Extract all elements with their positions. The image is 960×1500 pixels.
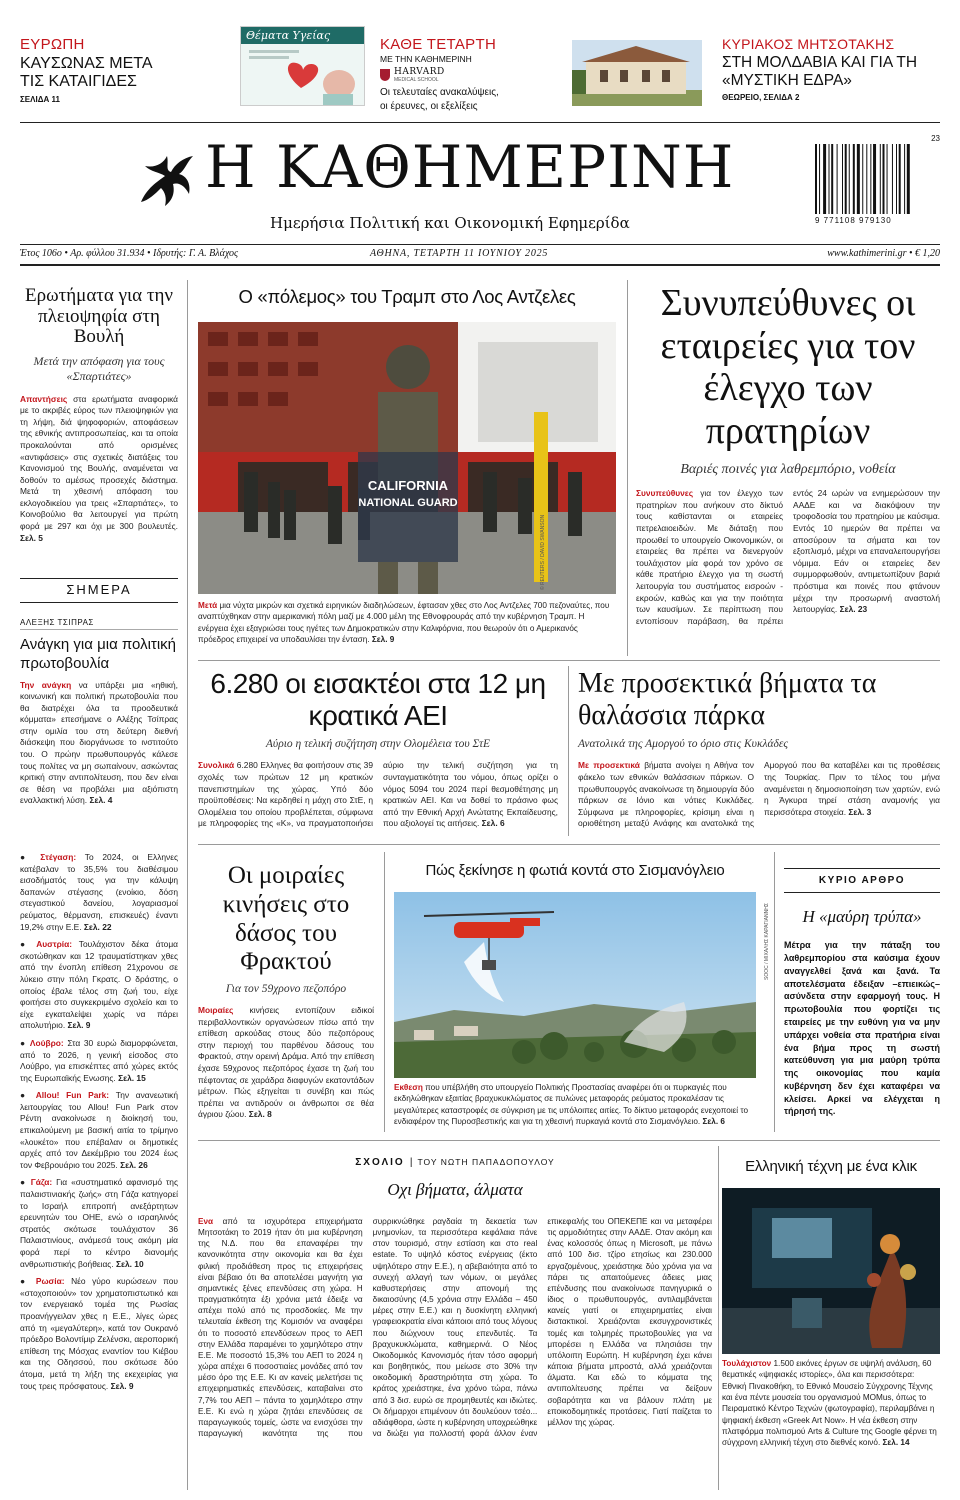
- page-ref: Σελ. 22: [83, 921, 112, 932]
- trump-story[interactable]: [198, 286, 616, 308]
- brief-heading: Αυστρία:: [36, 939, 73, 950]
- bullet-icon: ●: [20, 1276, 36, 1287]
- teaser-kicker: ΚΥΡΙΑΚΟΣ ΜΗΤΣΟΤΑΚΗΣ: [722, 36, 895, 52]
- story-text: από τα ισχυρότερα επιχειρήματα Μητσοτάκη το 2019 ήταν ότι μια κυβέρνηση της Ν.Δ. που θα επαναφέρει την κανονικότητα στην οικονομία και θα έχει φιλική προδιάθεση προς τις επιχειρήσεις είναι βέβαιο ότι θα αποτελέσει μαγνήτη για σημαντικές ξένες επενδύσεις στη χώρα. Η πραγματικότητα έξι χρόνια μετά έδειξε να απέχει πολύ από τις προσδοκίες. Με την τελευταία έκθεση της Κομισιόν να αναφέρει ότι το ποσοστό επενδύσεων προς το ΑΕΠ στην Ελλάδα παραμένει το χαμηλότερο στην Ε.Ε. Με ποσοστό 15,3% του ΑΕΠ το 2024 η χώρα απέχει 6 ποσοστιαίες μονάδες από τον μέσο όρο της Ε.Ε. Κι αν κανείς μελετήσει τις επιχειρηματικές επενδύσεις, καταβαίνει στο 7,7% του ΑΕΠ – πάντα το χαμηλότερο στην Ε.Ε. Κι ενώ η χώρα ζητάει επενδύσεις σε παραγωγικούς τομείς, ώστε να ενισχύσει την παραγωγική ικανότητα της που συρρικνώθηκε ραγδαία τη δεκαετία των μνημονίων, τα περισσότερα κεφάλαια πάνε στον τουρισμό, στην εστίαση και στο real estate. Το υψηλό κόστος ενέργειας (έκτο υψηλότερο στην Ε.Ε.), η αβεβαιότητα από το συνεχή αλλαγή των νόμων, οι μεγάλες καθυστερήσεις στην απονομή της δικαιοσύνης (4,5 χρόνια στην Ελλάδα – 450 μέρες στην Ε.Ε.) και η δυσκίνητη ελληνική γραφειοκρατία είναι κάποιοι από τους λόγους που διώχνουν τους επενδυτές. Τα βραχυκυκλώματα, καθημερινά. Ο Νέος Οικοδομικός Κανονισμός ήταν τόσο αφορμή και βοηθητικός, που μείωσε στο 30% την οικοδομική δραστηριότητα στη χώρα. Το κράτος χρειάστηκε, ένα χρόνο τώρα, πάνω από 3 δισ. ευρώ σε προμηθευτές και ιδιώτες. Οι δήμαρχοι επιμένουν ότι δουλεύουν τσέο... αδιάφθορα, ώστε η κυβέρνηση υποχρεώθηκε να διώξει για πολλοστή φορά άλλον έναν επικεφαλής του ΟΠΕΚΕΠΕ και να μεταφέρει τις αρμοδιότητες στην ΑΑΔΕ. Οταν ακόμη και ένας κολοσσός όπως η Microsoft, με πάνω από 100 δισ. τζίρο ετησίως και 230.000 εργαζομένους, χρειάστηκε δύο χρόνια για να πάρει τις απαιτούμενες άδειες μιας επένδυσης που ανακοίνωσε πανηγυρικά ο ίδιος ο πρωθυπουργός, αντιλαμβάνεται κανείς γιατί οι επιχειρηματίες είναι διστακτικοί. Χρειάζονται εκσυγχρονιστικές τομές και τολμηρές πρωτοβουλίες για να μπορέσει η Ελλάδα να πλησιάσει την υπόλοιπη Ευρώπη. Η κυβέρνηση έχει κάνει κάποια βήματα μπροστά, αλλά χρειάζονται άλματα. Και εδώ το κόμματα της αντιπολίτευσης πρέπει να δείξουν σοβαρότητα και να βάλουν πλάτη με εποικοδομητικές προτάσεις. Γιατί παίζεται το μέλλον της χώρας.: [198, 1217, 712, 1438]
- brief-text: Για «συστηματικό αφανισμό της παλαιστινιακής ζωής» στη Γάζα κατηγορεί το Ισραήλ επιτροπή ανεξάρτητων ερευνητών του ΟΗΕ, ενώ ο ισραηλινός στρατός σκότωσε τουλάχιστον 36 Παλαιστινίους, ανάμεσά τους ακόμη μία φορά περί το κέντρο διανομής ανθρωπιστικής βοήθειας.: [20, 1177, 178, 1269]
- caption-lead-word: Μετά: [198, 601, 218, 610]
- comment-author: ΤΟΥ ΝΩΤΗ ΠΑΠΑΔΟΠΟΥΛΟΥ: [417, 1157, 555, 1167]
- today-rule-bottom: [20, 602, 178, 603]
- page-ref: Σελ. 9: [110, 1380, 134, 1391]
- shield-icon: [380, 69, 390, 81]
- story-headline: Ο «πόλεμος» του Τραμπ στο Λος Αντζελες: [238, 286, 576, 307]
- masthead-title[interactable]: Η ΚΑΘΗΜΕΡΙΝΗ: [205, 133, 735, 201]
- barcode-bar: [853, 144, 855, 214]
- brief-text: Στα 30 ευρώ διαμορφώνεται, από το 2026, η γενική είσοδος στο Λούβρο, για επισκέπτες από χώρες εκτός της Ευρωπαϊκής Ενωσης.: [20, 1037, 178, 1083]
- barcode-bar: [907, 144, 910, 214]
- brief-heading: Λούβρο:: [29, 1037, 64, 1048]
- helicopter-image: [394, 892, 756, 1078]
- page-ref: Σελ. 8: [248, 1109, 272, 1120]
- comment-body: [198, 1216, 712, 1486]
- griffin-logo-icon: [135, 142, 197, 210]
- caption-lead-word: Εκθεση: [394, 1083, 423, 1092]
- story-lead-word: Μοιραίες: [198, 1005, 234, 1015]
- mid-divider: [568, 666, 569, 836]
- left-lead-story[interactable]: [20, 286, 178, 544]
- barcode-bar: [819, 144, 820, 214]
- bullet-icon: ●: [20, 1090, 36, 1101]
- story-lead-word: Με προσεκτικά: [578, 760, 640, 771]
- story-deck: Μετά την απόφαση για τους «Σπαρτιάτες»: [33, 353, 165, 383]
- caption-text: που υπέβλήθη στο υπουργείο Πολιτικής Προστασίας αναφέρει ότι οι πυρκαγιές που εκδηλώθηκαν εξαιτίας βραχυκυκλώματος σε πυλώνες μεταφοράς ρεύματος προκαλέσαν τις μεγαλύτερες καταστροφές σε σύγκριση με τις υπόλοιπες αιτίες. Το δίκτυο μεταφοράς ενεχοποιεί το ενδιαφέρον της Πυροσβεστικής και για τη χθεσινή πυρκαγιά κοντά στο Σισμανόγλειο.: [394, 1083, 749, 1126]
- photo-credit: SOOC / ΜΙΧΑΛΗΣ ΚΑΡΑΓΙΑΝΝΗΣ: [764, 903, 770, 980]
- barcode-digits: 9 771108 979130: [815, 216, 892, 225]
- bullet-icon: ●: [20, 939, 37, 950]
- barcode-bar: [837, 144, 838, 214]
- teaser-europe[interactable]: [20, 36, 200, 104]
- website-price: www.kathimerini.gr • € 1,20: [827, 248, 940, 259]
- story-lead-word: Την ανάγκη: [20, 679, 72, 690]
- brief-heading: Γάζα:: [30, 1177, 53, 1188]
- art-caption: [722, 1358, 940, 1449]
- shield-text-2: NATIONAL GUARD: [358, 497, 458, 509]
- editorial-body: Μέτρα για την πάταξη του λαθρεμπορίου στα καύσιμα έχουν αναγγελθεί ξανά και ξανά. Τα αποτελέσματα έδειξαν –επιεικώς– ασύνδετα στην εφαρμογή τους. Η πρωτοβουλία που φορτίζει τις εταιρείες με την ευθύνη για να μην υπάρχει νοθεία στα πρατήρια είναι ένα βήμα προς τη σωστή κατεύθυνση για μια μαύρη τρύπα της οικονομίας που καμία κυβέρνηση δεν έχει καταφέρει να κλείσει. Αρκεί να ελέγχεται η τήρησή της.: [784, 940, 940, 1117]
- fire-headline[interactable]: Πώς ξεκίνησε η φωτιά κοντά στο Σισμανόγλειο: [425, 862, 725, 879]
- teaser-title: ΚΑΥΣΩΝΑΣ ΜΕΤΑ ΤΙΣ ΚΑΤΑΙΓΙΔΕΣ: [20, 55, 152, 91]
- page-ref: Σελ. 15: [118, 1072, 146, 1083]
- teaser-text: Οι τελευταίες ανακαλύψεις, οι έρευνες, οι εξελίξεις: [380, 87, 499, 112]
- brief-text: Νέο γύρο κυρώσεων που «στοχοποιούν» τον χρηματοπιστωτικό και τον ενεργειακό τομέα της Ρωσίας προανήγγειλαν χθες η Ε.Ε., λίγες ώρες από τη «μεγαλύτερη», κατά τον Ουκρανό πρόεδρο Βολοντίμιρ Ζελένσκι, αεροπορική επίθεση της Μόσχας εναντίον του Κιέβου και της Οδησσού, που σκότωσε δύο άτομα, μετά τη λήξη της εκεχειρίας για τους τρεις πρόσφατους.: [20, 1276, 178, 1391]
- brief-heading: Allou! Fun Park:: [35, 1090, 110, 1101]
- story-lead-word: Απαντήσεις: [20, 393, 68, 404]
- left-column-divider: [187, 280, 188, 1490]
- mid-rule-3: [198, 1140, 940, 1141]
- story-lead-word: Συνολικά: [198, 760, 235, 771]
- teaser-kicker: ΚΑΘΕ ΤΕΤΑΡΤΗ: [380, 36, 497, 53]
- story-headline: 6.280 οι εισακτέοι στα 12 μη κρατικά ΑΕΙ: [210, 668, 546, 732]
- comment-divider: [718, 1146, 719, 1490]
- barcode: [815, 136, 940, 232]
- today-story[interactable]: [20, 618, 178, 807]
- story-deck: Βαριές ποινές για λαθρεμπόριο, νοθεία: [680, 462, 896, 478]
- barcode-bar: [892, 144, 893, 214]
- story-headline: Με προσεκτικά βήματα τα θαλάσσια πάρκα: [578, 668, 877, 732]
- parks-story[interactable]: [578, 668, 940, 830]
- page-ref: Σελ. 5: [20, 532, 43, 543]
- barcode-bars: [815, 144, 927, 214]
- teaser-title: ΣΤΗ ΜΟΛΔΑΒΙΑ ΚΑΙ ΓΙΑ ΤΗ «ΜΥΣΤΙΚΗ ΕΔΡΑ»: [722, 54, 918, 89]
- brief-item[interactable]: [20, 1090, 178, 1171]
- editorial-rule: [784, 892, 940, 893]
- health-magazine-cover[interactable]: [240, 26, 365, 106]
- barcode-bar: [866, 144, 867, 214]
- today-headline: Ανάγκη για μια πολιτική πρωτοβουλία: [20, 636, 177, 672]
- story-body: [20, 394, 178, 545]
- art-photo[interactable]: [722, 1188, 940, 1354]
- brief-text: Τουλάχιστον δέκα άτομα σκοτώθηκαν και 12 τραυματίστηκαν χθες από την ένοπλη επίθεση 21χρονου σε λύκειο στην πόλη Γκρατς. Ο δράστης, ο οποίος έβαλε τέλος στη ζωή του, είχε φοιτήσει στο συγκεκριμένο σχολείο και το είχε εγκαταλείψει χωρίς να πάρει απολυτήριο.: [20, 939, 178, 1031]
- trump-photo[interactable]: [198, 322, 616, 594]
- brief-heading: Στέγαση:: [40, 852, 77, 862]
- today-rule-top: [20, 578, 178, 579]
- barcode-bar: [845, 144, 847, 214]
- fraktos-story[interactable]: [198, 862, 374, 1121]
- teaser-kicker: ΕΥΡΩΠΗ: [20, 36, 85, 53]
- shield-text-1: CALIFORNIA: [367, 478, 449, 493]
- barcode-bar: [842, 144, 843, 214]
- fire-photo[interactable]: [394, 892, 756, 1078]
- la-guard-image: [198, 322, 616, 594]
- brief-item[interactable]: [20, 852, 178, 933]
- bullet-icon: ●: [20, 1037, 30, 1048]
- harvard-sub: MEDICAL SCHOOL: [394, 77, 439, 83]
- bullet-icon: ●: [20, 852, 41, 862]
- story-text: για τον έλεγχο των πρατηρίων που ανήκουν στο δίκτυό τους καθίστανται οι εταιρείες πετρελαιοειδών. Με διάταξη που προωθεί το υπουργείο Οικονομικών, οι εταιρείες θα πρέπει να διενεργούν τουλάχιστον μία φορά τον χρόνο σε κάθε πρατήριο έλεγχο για τη σωστή λειτουργία του συστήματος εισροών - εκροών, καθώς και για την ποιότητα των καυσίμων. Σε περίπτωση που εντοπίσουν παράβαση, θα πρέπει εντός 24 ωρών να ενημερώσουν την ΑΑΔΕ και να διακόψουν την τροφοδοσία του πρατηρίου με καύσιμα. Εντός 10 ημερών θα πρέπει να αποσύρουν τα σήματα και τον εξοπλισμό, μέχρι να επαναλειτουργήσει νόμιμα. Εάν οι εταιρείες δεν συμμορφωθούν, αντιμετωπίζουν βαριά πρόστιμα και ποινές που φτάνουν μέχρι την προσωρινή αναστολή λειτουργίας.: [636, 488, 940, 626]
- exhibition-image: [722, 1188, 940, 1354]
- brief-text: Το 2024, οι Ελληνες κατέβαλαν το 35,5% του διαθέσιμου εισοδήματός τους για την κάλυψη δαπανών στέγασης (ενοίκιο, δόση στεγαστικού δανείου, λογαριασμοί ρεύματος, θέρμανση, επισκευές) έναντι 19,2% στην Ε.Ε.: [20, 852, 179, 932]
- mid-rule-2: [198, 844, 940, 845]
- story-headline: Συνυπεύθυνες οι εταιρείες για τον έλεγχο των πρατηρίων: [660, 282, 916, 452]
- story-headline: Οι μοιραίες κινήσεις στο δάσος του Φρακτού: [222, 862, 350, 976]
- page-ref: Σελ. 3: [848, 806, 872, 817]
- teaser-health[interactable]: [380, 36, 540, 113]
- barcode-bar: [880, 144, 881, 214]
- barcode-bar: [862, 144, 863, 214]
- today-author: ΑΛΕΞΗΣ ΤΣΙΠΡΑΣ: [20, 618, 178, 630]
- teaser-building-photo[interactable]: [572, 40, 702, 106]
- comment-separator: |: [409, 1157, 413, 1168]
- barcode-bar: [849, 144, 850, 214]
- page-ref: Σελ. 4: [89, 795, 113, 806]
- page-ref: Σελ. 14: [882, 1438, 910, 1448]
- bullet-icon: ●: [20, 1177, 31, 1188]
- page-ref: Σελ. 6: [481, 818, 505, 829]
- comment-label: ΣΧΟΛΙΟ: [355, 1157, 405, 1168]
- story-lead-word: Συνυπεύθυνες: [636, 488, 694, 499]
- heart-illustration: [241, 44, 365, 106]
- aei-story[interactable]: [198, 668, 558, 830]
- brief-text: Την ανανεωτική λειτουργίας του Allou! Fun Park στον Ρέντη ανακοίνωσε η διοίκησή του, επικαλούμενη με βασική αιτία το τρίμηνο «λουκέτο» που επέβαλαν οι δημοτικές αρχές από τον Δεκέμβριο του 2024 έως τον Φεβρουάριο του 2025.: [20, 1090, 178, 1170]
- barcode-bar: [831, 144, 833, 214]
- barcode-bar: [896, 144, 897, 214]
- top-rule: [20, 122, 940, 123]
- brief-item[interactable]: [20, 939, 178, 1032]
- page-ref: Σελ. 26: [120, 1159, 148, 1170]
- building-image: [572, 40, 702, 106]
- fire-divider: [774, 852, 775, 1132]
- mid-rule-1: [198, 660, 940, 661]
- trump-caption: [198, 600, 616, 645]
- brief-item[interactable]: [20, 1177, 178, 1270]
- harvard-logo: [380, 67, 540, 83]
- brief-item[interactable]: [20, 1276, 178, 1392]
- barcode-bar: [815, 144, 817, 214]
- fuel-lead-story[interactable]: [636, 282, 940, 627]
- news-briefs: [20, 852, 178, 1398]
- barcode-bar: [887, 144, 888, 214]
- story-headline: Ερωτήματα για την πλειοψηφία στη Βουλή: [24, 285, 174, 348]
- story-deck: Για τον 59χρονο πεζοπόρο: [225, 983, 347, 995]
- story-lead-word: Ενα: [198, 1217, 214, 1226]
- barcode-bar: [823, 144, 826, 214]
- barcode-bar: [857, 144, 860, 214]
- page-ref: Σελ. 23: [839, 604, 868, 615]
- teaser-subkicker: ΜΕ ΤΗΝ ΚΑΘΗΜΕΡΙΝΗ: [380, 54, 472, 64]
- story-text: στα ερωτήματα αναφορικά με το ακριβές εύρος των πλειοψηφιών για τη λήψη, διά ψηφοφοριών, αποφάσεων της εθνικής αντιπροσωπείας, και τα οποία προκαλούνται από ορισμένες «αντιφάσεις» στις σχετικές διατάξεις του Κανονισμού της Βουλής, αναμένεται να δοθούν το αμέσως προσεχές διάστημα. Μετά τη χθεσινή απόφαση του εκλογοδικείου για τρεις «Σπαρτιάτες», το Κοινοβούλιο θα λειτουργεί για πρώτη φορά με 297 και όχι με 300 βουλευτές.: [20, 393, 178, 532]
- story-text: να υπάρξει μια «ηθική, κοινωνική και πολιτική πρωτοβουλία που θα διατρέχει όλα τα προοδευτικά κόμματα» επεσήμανε ο Αλέξης Τσίπρας στην ομιλία του στη δεύτερη διεθνή διάσκεψη που διοργάνωσε το ινστιτούτο του. Ο πρώην πρωθυπουργός κάλεσε τους πολίτες να μη σωπαίνουν, ασκώντας κριτική στην αντιπολίτευση, που δεν είναι σε θέση να προβάλει μια αξιόπιστη εναλλακτική λύση.: [20, 679, 178, 806]
- story-text: βήματα ανοίγει η Αθήνα τον φάκελο των εθνικών θαλάσσιων πάρκων. Ο πρωθυπουργός ανακοίνωσε τη δημιουργία δύο πάρκων σε Ιόνιο και νότιες Κυκλάδες. Σύμφωνα με πληροφορίες, κρίσιμη είναι η οριοθέτηση μεταξύ Ανάφης και ανατολικά της Αμοργού που θα καταβέλει και τις προθέσεις της Τουρκίας. Πριν το τέλος του μήνα αναμένεται η δημοσιοποίηση των χαρτών, ενώ η Άγκυρα τηρεί στάση αναμονής για περισσότερα στοιχεία.: [578, 760, 940, 829]
- barcode-bar: [829, 144, 830, 214]
- comment-title: Οχι βήματα, άλματα: [387, 1180, 523, 1199]
- editorial-title: Η «μαύρη τρύπα»: [802, 907, 922, 926]
- harvard-wordmark: HARVARD: [394, 67, 445, 77]
- info-rule-top: [20, 244, 940, 245]
- story-body: [198, 1005, 374, 1121]
- teaser-page: ΘΕΩΡΕΙΟ, ΣΕΛΙΔΑ 2: [722, 92, 800, 102]
- barcode-bar: [873, 144, 876, 214]
- page-ref: Σελ. 9: [67, 1020, 91, 1031]
- editorial-rule: [784, 868, 940, 869]
- barcode-bar: [870, 144, 871, 214]
- teaser-page: ΣΕΛΙΔΑ 11: [20, 94, 60, 104]
- barcode-issue: 23: [931, 134, 940, 143]
- page-ref: Σελ. 9: [371, 634, 395, 644]
- today-body: [20, 680, 178, 808]
- issue-info: Έτος 106ο • Αρ. φύλλου 31.934 • Ιδρυτής: Γ. Α. Βλάχος: [20, 248, 239, 259]
- caption-lead-word: Τουλάχιστον: [722, 1359, 772, 1368]
- barcode-bar: [899, 144, 901, 214]
- brief-heading: Ρωσία:: [35, 1276, 65, 1287]
- photo-credit: © REUTERS / DAVID SWANSON: [540, 514, 546, 590]
- teaser-pm[interactable]: [722, 36, 947, 102]
- comment-header: [198, 1150, 712, 1169]
- editorial-label: ΚΥΡΙΟ ΑΡΘΡΟ: [818, 875, 906, 886]
- story-deck: Αύριο η τελική συζήτηση στην Ολομέλεια του ΣτΕ: [265, 738, 491, 751]
- story-body: [636, 488, 940, 627]
- magazine-title: Θέματα Υγείας: [241, 27, 364, 44]
- caption-text: μια νύχτα μικρών και σχετικά ειρηνικών διαδηλώσεων, έφτασαν χθες στο Λος Αντζελες 700 πεζοναύτες, που αναπτύχθηκαν στην αμερικανική πόλη μαζί με 4.000 μέλη της Εθνοφρουράς από την κυβέρνηση Τραμπ. Η ενέργεια έχει εξαγριώσει τους ηγέτες των Δημοκρατικών στην Καλιφόρνια, που θεωρούν ότι ο Αμερικανός πρόεδρος επιχειρεί να υποδαυλίσει την ένταση.: [198, 601, 610, 644]
- editorial[interactable]: [784, 868, 940, 1118]
- fraktos-divider: [384, 852, 385, 1132]
- story-text: κινήσεις εντοπίζουν ειδικοί περιβαλλοντικών οργανώσεων πίσω από την επίθεση αρκούδας στους δύο πεζοπόρους στην περιοχή του παρθένου δάσους του Φρακτού, στην ορεινή Δράμα. Από την επίθεση έχασε 59χρονος πεζοπόρος έχασε τη ζωή του πέφτοντας σε χαράδρα διαφυγών εκατοντάδων μέτρων. Πώς εξηγείται τι συνέβη και πώς πρέπει να αντιδρούν οι άνθρωποι σε θέα άγριου ζώου.: [198, 1005, 374, 1120]
- fire-caption: [394, 1082, 756, 1127]
- story-body: [578, 760, 940, 830]
- issue-date: ΑΘΗΝΑ, ΤΕΤΑΡΤΗ 11 ΙΟΥΝΙΟΥ 2025: [370, 248, 549, 259]
- today-label: ΣΗΜΕΡΑ: [66, 582, 132, 597]
- info-rule-bottom: [20, 264, 940, 266]
- caption-text: 1.500 εικόνες έργων σε υψηλή ανάλυση, 60 θεματικές «ψηφιακές ιστορίες», όλα και περισσότερα: Εθνική Πινακοθήκη, το Εθνικό Μουσείο Σύγχρονης Τέχνης και ένα πέντε μουσεία του οργανισμού MOMus, όπως το Πειραματικό Κέντρο Τεχνών (φωτογραφία), περιλαμβάνει η ψηφιακή έκθεση «Greek Art Now». Η νέα έκθεση στην πλατφόρμα πολιτισμού Arts & Culture της Google φέρνει τη σύγχρονη ελληνική τέχνη στο διεθνές κοινό.: [722, 1359, 937, 1448]
- story-body: [198, 760, 558, 830]
- brief-item[interactable]: [20, 1038, 178, 1084]
- page-ref: Σελ. 10: [115, 1258, 144, 1269]
- barcode-bar: [883, 144, 885, 214]
- page-ref: Σελ. 6: [702, 1116, 725, 1126]
- center-divider: [627, 280, 628, 656]
- story-text: 6.280 Ελληνες θα φοιτήσουν στις 39 σχολές των πρώτων 12 μη κρατικών πανεπιστημίων της χώρας. Υπό δύο προϋποθέσεις: Να κερδηθεί η μάχη στο ΣτΕ, η Ολομέλεια του οποίου προβλέπεται, σύμφωνα με πληροφορίες της «Κ», να πραγματοποιήσει αύριο την τελική συζήτηση για τη συνταγματικότητα του νόμου, όπως ορίζει ο νόμος 5094 του 2024 περί θεσμοθέτησης μη κρατικών ΑΕΙ. Και να δοθεί το πράσινο φως από την Εθνική Αρχή Ανώτατης Εκπαίδευσης, που αξιολογεί τις αιτήσεις.: [198, 760, 558, 829]
- masthead-subtitle: Ημερήσια Πολιτική και Οικονομική Εφημερίδα: [270, 214, 630, 232]
- barcode-bar: [904, 144, 905, 214]
- story-deck: Ανατολικά της Αμοργού το όριο στις Κυκλάδες: [578, 738, 789, 751]
- art-headline[interactable]: Ελληνική τέχνη με ένα κλικ: [745, 1158, 917, 1175]
